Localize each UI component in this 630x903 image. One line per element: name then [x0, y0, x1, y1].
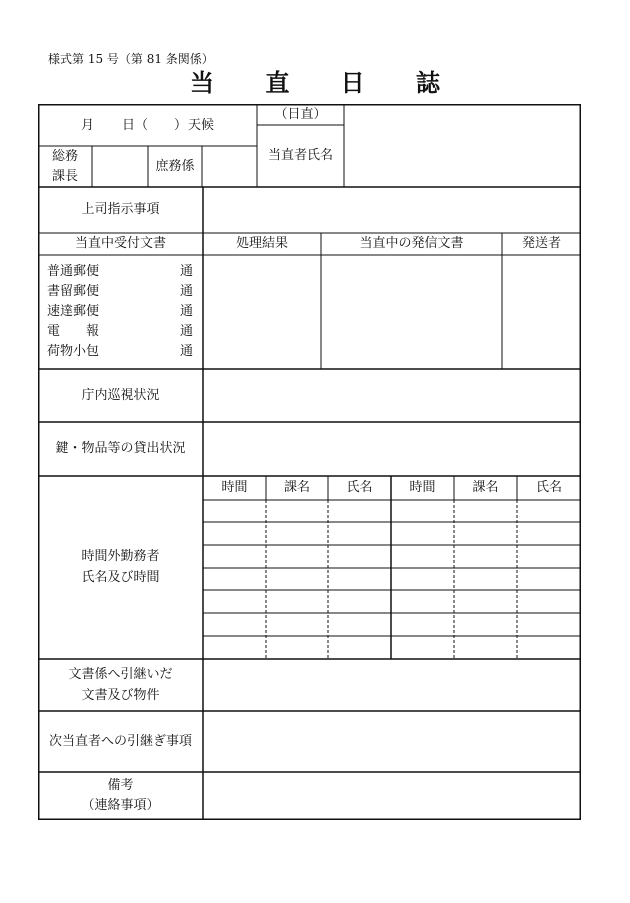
title-char-1: 当 — [190, 68, 214, 97]
mail-item-label: 荷物小包 — [47, 344, 100, 359]
title-char-3: 日 — [340, 68, 365, 97]
month-label: 月 — [81, 118, 95, 133]
title-char-2: 直 — [265, 68, 290, 97]
shift-type: （日直） — [274, 107, 327, 122]
next-handover-label: 次当直者への引継ぎ事項 — [48, 734, 192, 749]
sender-header: 発送者 — [521, 236, 561, 251]
mail-item-unit: 通 — [180, 264, 194, 279]
mail-item-label: 電 報 — [47, 324, 100, 339]
remarks-field[interactable] — [204, 773, 580, 819]
overtime-col-time: 時間 — [409, 480, 436, 495]
mail-item-label: 書留郵便 — [47, 284, 100, 299]
sent-docs-header: 当直中の発信文書 — [359, 236, 464, 251]
patrol-label: 庁内巡視状況 — [81, 388, 160, 403]
instructions-field[interactable] — [204, 188, 580, 232]
chief-seal-box[interactable] — [93, 147, 147, 186]
handover-docs-line-1: 文書係へ引継いだ — [68, 667, 173, 682]
mail-item-label: 普通郵便 — [47, 264, 100, 279]
handover-docs-field[interactable] — [204, 660, 580, 710]
day-label: 日（ ） — [122, 118, 188, 133]
patrol-field[interactable] — [204, 370, 580, 421]
title-char-4: 誌 — [415, 68, 440, 97]
overtime-col-name: 氏名 — [346, 480, 373, 495]
overtime-col-section: 課名 — [283, 480, 310, 495]
duty-log-form — [38, 104, 581, 820]
mail-item-label: 速達郵便 — [47, 304, 100, 319]
clerk-label: 庶務係 — [155, 159, 195, 174]
next-handover-field[interactable] — [204, 712, 580, 771]
person-name-label: 当直者氏名 — [267, 148, 333, 163]
mail-item-unit: 通 — [180, 304, 194, 319]
remarks-line-2: （連絡事項） — [81, 798, 160, 813]
lending-field[interactable] — [204, 423, 580, 475]
mail-item-unit: 通 — [180, 344, 194, 359]
form-number: 様式第 15 号（第 81 条関係） — [48, 52, 214, 66]
clerk-seal-box[interactable] — [203, 147, 256, 186]
overtime-label-line-1: 時間外勤務者 — [81, 549, 160, 564]
mail-item-unit: 通 — [180, 284, 194, 299]
processing-result-header: 処理結果 — [235, 236, 288, 251]
weather-label: 天候 — [188, 118, 215, 133]
handover-docs-line-2: 文書及び物件 — [81, 688, 160, 703]
instructions-label: 上司指示事項 — [81, 202, 160, 217]
page-title — [190, 68, 440, 98]
overtime-col-name: 氏名 — [535, 480, 562, 495]
remarks-line-1: 備考 — [107, 778, 134, 793]
person-name-field[interactable] — [345, 105, 579, 186]
general-affairs-chief-line-1: 総務 — [51, 149, 78, 164]
overtime-label-line-2: 氏名及び時間 — [81, 570, 160, 585]
received-docs-header: 当直中受付文書 — [74, 236, 166, 251]
overtime-col-time: 時間 — [221, 480, 248, 495]
overtime-col-section: 課名 — [472, 480, 499, 495]
general-affairs-chief-line-2: 課長 — [51, 169, 78, 184]
lending-label: 鍵・物品等の貸出状況 — [55, 441, 186, 456]
mail-item-unit: 通 — [180, 324, 194, 339]
